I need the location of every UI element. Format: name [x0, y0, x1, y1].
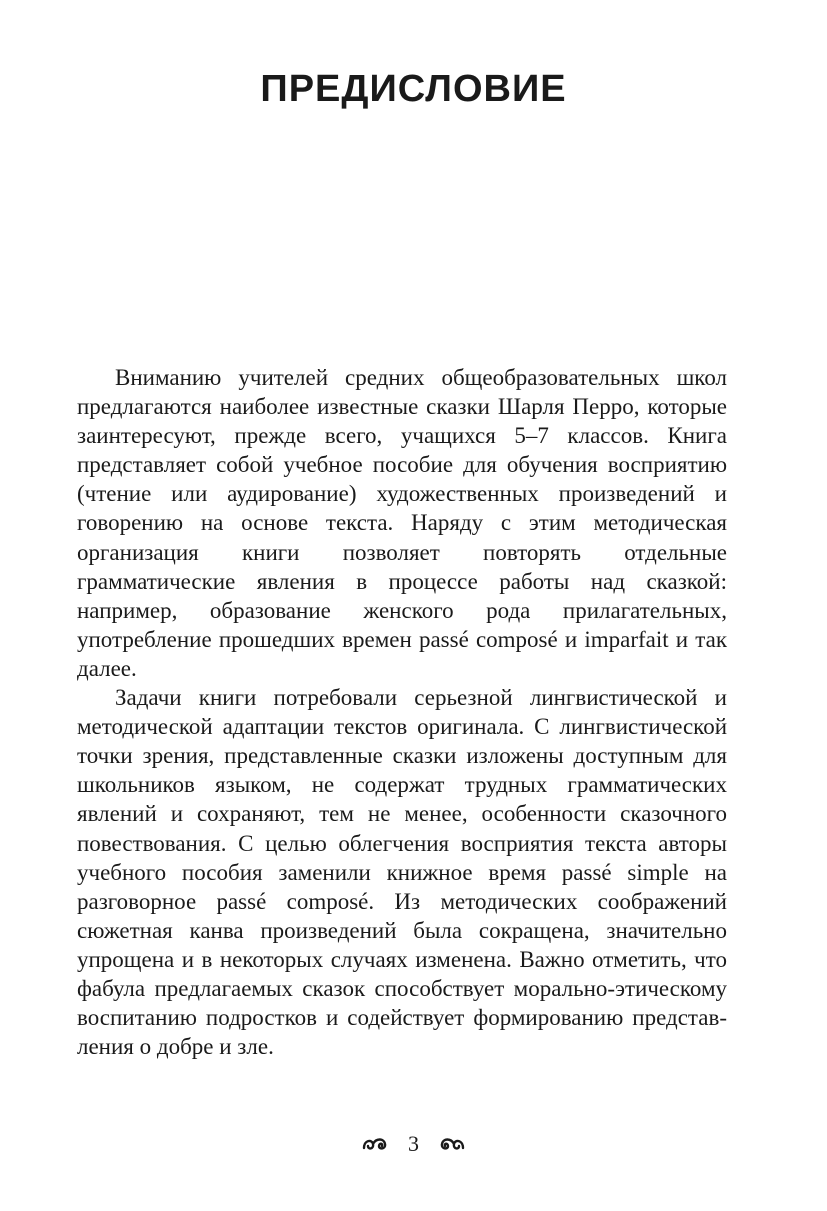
paragraph-2: Задачи книги потребовали серьезной лингвистической и методической адаптации текстов оригинала. С лингвистической точки зрения, представленные сказки изложены доступным для школьников языком, не содержат трудных грамматических явлений и сохраняют, тем не менее, особенности сказочного повествования. С целью облегчения восприятия текста авторы учебного пособия заменили книжное время passé simple на разговорное passé composé. Из методических соображений сюжетная канва произведений была сокращена, значительно упрощена и в некоторых случаях изменена. Важно отметить, что фабула предлагаемых сказок способствует морально-этическому воспитанию подростков и содействует формированию представления о добре и зле. [77, 685, 727, 1060]
page-number: 3 [408, 1131, 419, 1156]
page-title: ПРЕДИСЛОВИЕ [260, 68, 567, 110]
right-ornament-icon [437, 1134, 467, 1154]
preface-body [77, 363, 727, 1061]
left-ornament-icon [360, 1134, 390, 1154]
paragraph-1: Вниманию учителей средних общеобразовательных школ предлагаются наиболее известные сказки Шарля Перро, которые заинтересуют, прежде всего, учащихся 5–7 классов. Книга представляет собой учебное пособие для обучения восприятию (чтение или аудирование) художественных произведений и говорению на основе текста. Наряду с этим методическая организация книги позволяет повторять отдельные грамматические явления в процессе работы над сказкой: например, образование женского рода прилагательных, употребление прошедших времен passé composé и imparfait и так далее. [77, 365, 727, 681]
page-footer [0, 1131, 827, 1157]
